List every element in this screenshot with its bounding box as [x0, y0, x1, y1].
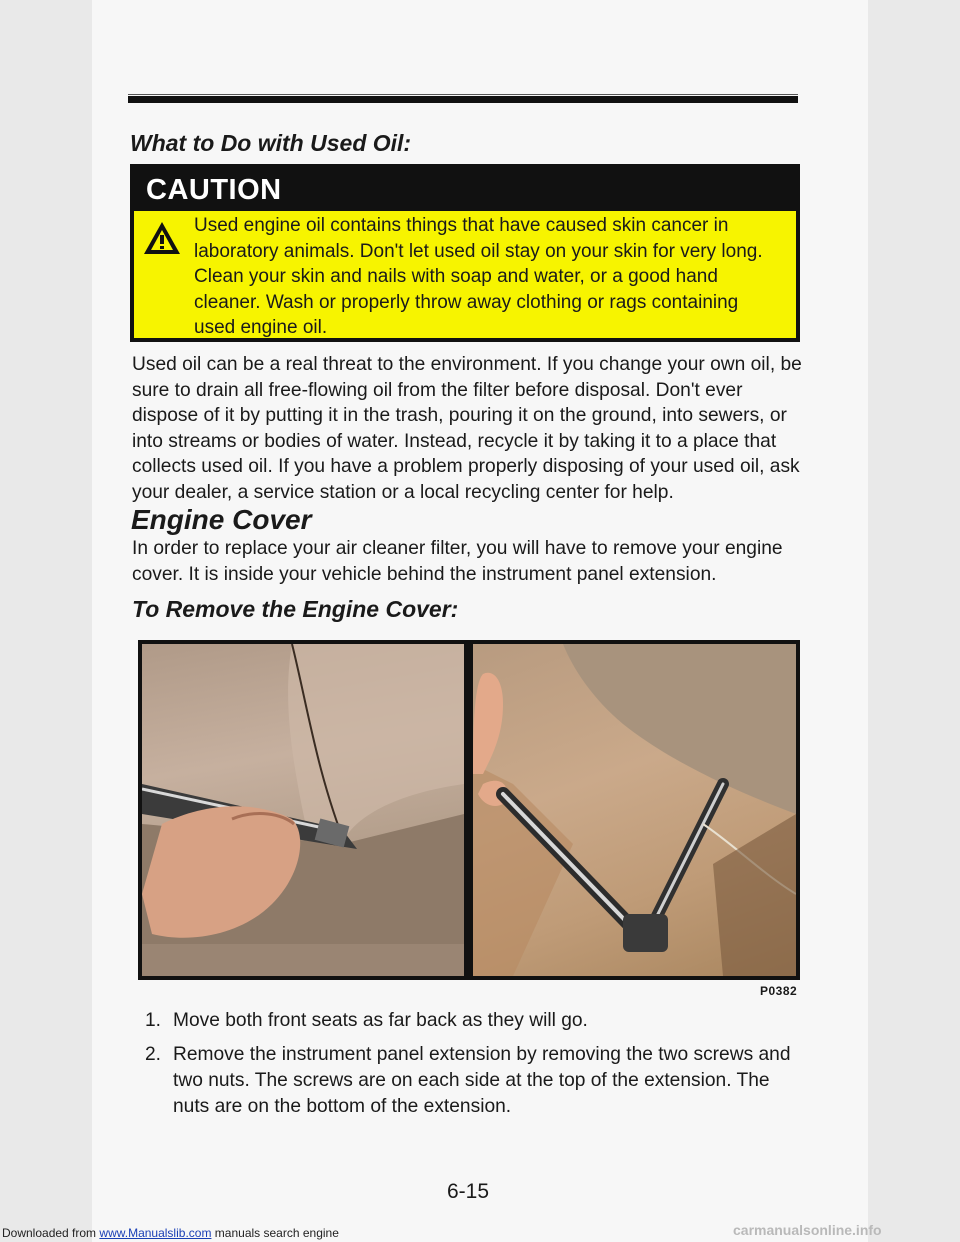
used-oil-paragraph: Used oil can be a real threat to the environment. If you change your own oil, be sure to drain all free-flowing oil from the filter before disposal. Don't ever dispose of it by putting it in the trash, pouring it on the ground, into sewers, or into streams or bodies of water. Instead, recycle it by taking it to a place that collects used oil. If you have a problem properly disposing of your used oil, ask your dealer, a service station or a local recycling center for help.: [132, 354, 802, 503]
step-number: 2.: [145, 1044, 162, 1065]
footer-prefix: Downloaded from: [2, 1226, 97, 1240]
download-footer: [2, 1226, 339, 1240]
photo-right-panel: [473, 644, 796, 976]
steps-list: [145, 1008, 799, 1128]
caution-header: [134, 168, 796, 211]
engine-cover-heading: Engine Cover: [131, 504, 312, 535]
step-number: 1.: [145, 1010, 162, 1031]
caution-box: [130, 164, 800, 342]
header-rule: [128, 96, 798, 103]
footer-suffix: manuals search engine: [214, 1226, 339, 1240]
caution-text: Used engine oil contains things that have caused skin cancer in laboratory animals. Don't let used oil stay on your skin for very long. Clean your skin and nails with soap and water, or a good hand cleaner. Wash or properly throw away clothing or rags containing used engine oil.: [194, 215, 763, 338]
watermark-text: carmanualsonline.info: [733, 1222, 882, 1238]
step-text: Move both front seats as far back as they will go.: [173, 1010, 588, 1031]
header-rule-thin: [128, 94, 798, 95]
photo-left-illustration: [142, 644, 464, 976]
page-number: 6-15: [447, 1180, 490, 1203]
photo-left-panel: [142, 644, 464, 976]
used-oil-heading: What to Do with Used Oil:: [130, 130, 412, 156]
step-item: [145, 1008, 799, 1034]
step-item: [145, 1042, 799, 1120]
manualslib-link[interactable]: www.Manualslib.com: [99, 1226, 212, 1240]
photo-right-illustration: [473, 644, 796, 976]
step-text: Remove the instrument panel extension by removing the two screws and two nuts. The screws are on each side at the top of the extension. The nuts are on the bottom of the extension.: [173, 1044, 791, 1117]
engine-cover-paragraph: In order to replace your air cleaner filter, you will have to remove your engine cover. It is inside your vehicle behind the instrument panel extension.: [132, 538, 783, 585]
caution-title: CAUTION: [146, 174, 282, 206]
remove-cover-subheading: To Remove the Engine Cover:: [132, 596, 459, 622]
warning-triangle-icon: [142, 220, 182, 256]
photo-code: P0382: [760, 984, 798, 998]
